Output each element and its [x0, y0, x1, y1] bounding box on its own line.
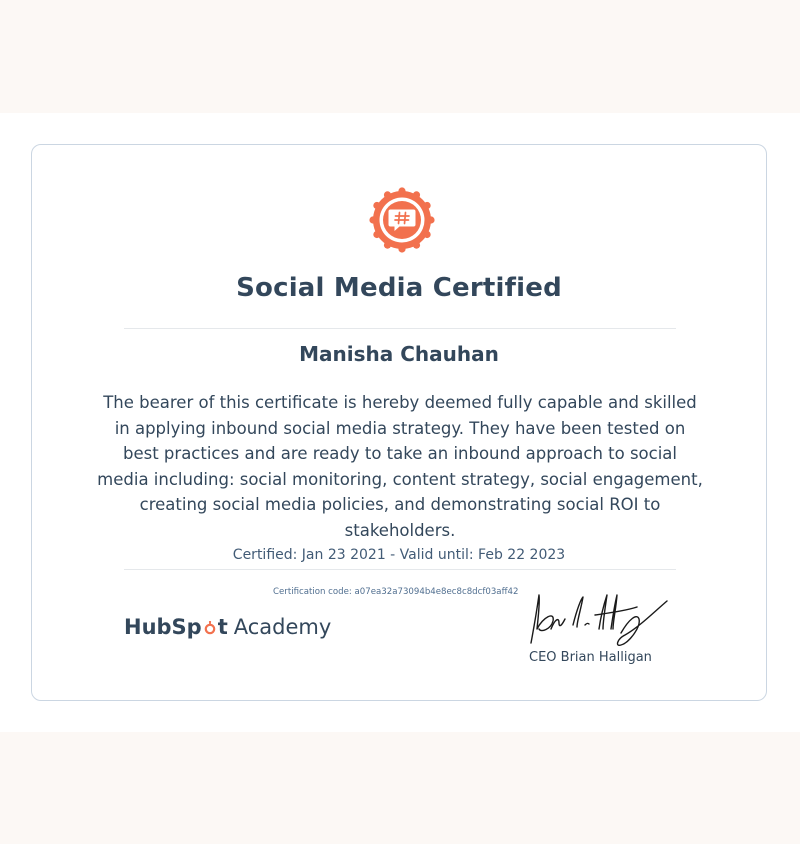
hashtag-chat-badge-icon — [369, 187, 435, 253]
title-divider — [124, 328, 676, 329]
top-background-band — [0, 0, 800, 113]
hubspot-academy-logo — [124, 615, 331, 645]
certificate-description: The bearer of this certificate is hereby deemed fully capable and skilled in applying inbound social media strategy. They have been tested on best practices and are ready to take an inbound approach to social media including: social monitoring, content strategy, social engagement, creating social media policies, and demonstrating social ROI to stakeholders. — [97, 393, 703, 540]
ceo-signature — [525, 589, 673, 649]
certificate-card — [31, 144, 767, 701]
signature-caption: CEO Brian Halligan — [529, 650, 652, 665]
logo-text-hubsp: HubSp — [124, 615, 202, 639]
dates-divider — [124, 569, 676, 570]
recipient-name: Manisha Chauhan — [299, 342, 499, 366]
bottom-background-band — [0, 732, 800, 844]
certification-code: Certification code: a07ea32a73094b4e8ec8c8dcf03aff42 — [273, 587, 519, 597]
certification-dates: Certified: Jan 23 2021 - Valid until: Feb 22 2023 — [232, 547, 566, 563]
sprocket-icon — [203, 616, 217, 630]
certificate-title: Social Media Certified — [236, 273, 562, 303]
logo-text-t: t — [217, 615, 228, 639]
logo-text-academy: Academy — [233, 615, 332, 639]
